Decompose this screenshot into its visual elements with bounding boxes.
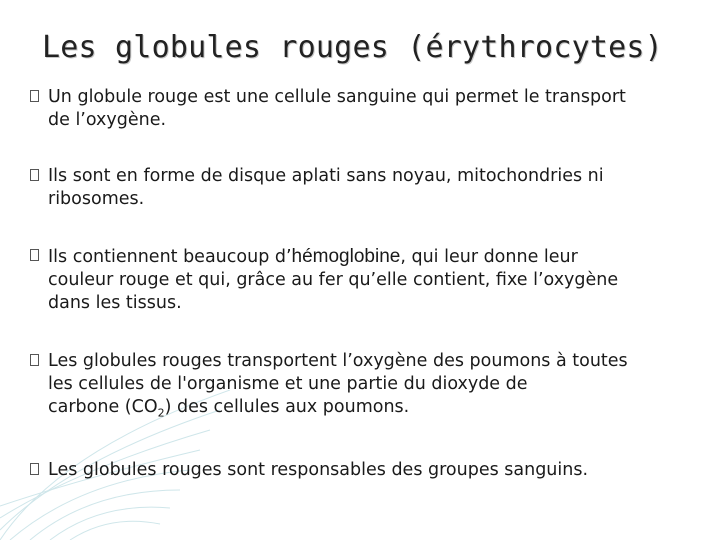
- bullet-item: [30, 350, 700, 425]
- bullet-text: carbone (CO: [48, 397, 158, 417]
- bullet-item: [30, 459, 700, 482]
- bullet-list: [30, 86, 700, 482]
- bullet-line: Les globules rouges transportent l’oxygène des poumons à toutes: [48, 351, 628, 371]
- bullet-text: Ils contiennent beaucoup d’: [48, 247, 292, 267]
- bullet-item: [30, 86, 700, 132]
- bullet-line: Les globules rouges sont responsables des groupes sanguins.: [48, 459, 589, 480]
- bullet-item: [30, 245, 700, 315]
- bullet-line: Un globule rouge est une cellule sanguine qui permet le transport: [48, 87, 626, 107]
- bullet-box-icon: [30, 354, 39, 366]
- hemoglobine-term: hémoglobine: [291, 246, 401, 267]
- bullet-line: Ils sont en forme de disque aplati sans noyau, mitochondries ni: [48, 166, 604, 186]
- bullet-line: couleur rouge et qui, grâce au fer qu’elle contient, fixe l’oxygène: [48, 270, 619, 290]
- page-title: Les globules rouges (érythrocytes): [42, 30, 663, 65]
- bullet-box-icon: [30, 90, 39, 102]
- bullet-line: [48, 396, 700, 425]
- bullet-box-icon: [30, 463, 39, 475]
- bullet-text: ) des cellules aux poumons.: [164, 397, 410, 417]
- bullet-line: les cellules de l'organisme et une partie du dioxyde de: [48, 374, 528, 394]
- bullet-text: , qui leur donne leur: [400, 247, 578, 267]
- bullet-line: de l’oxygène.: [48, 110, 167, 130]
- subscript-2: 2: [157, 406, 165, 420]
- bullet-line: ribosomes.: [48, 189, 145, 209]
- bullet-line: [48, 245, 700, 269]
- bullet-box-icon: [30, 249, 39, 261]
- bullet-box-icon: [30, 169, 39, 181]
- bullet-item: [30, 165, 700, 211]
- bullet-line: dans les tissus.: [48, 293, 182, 313]
